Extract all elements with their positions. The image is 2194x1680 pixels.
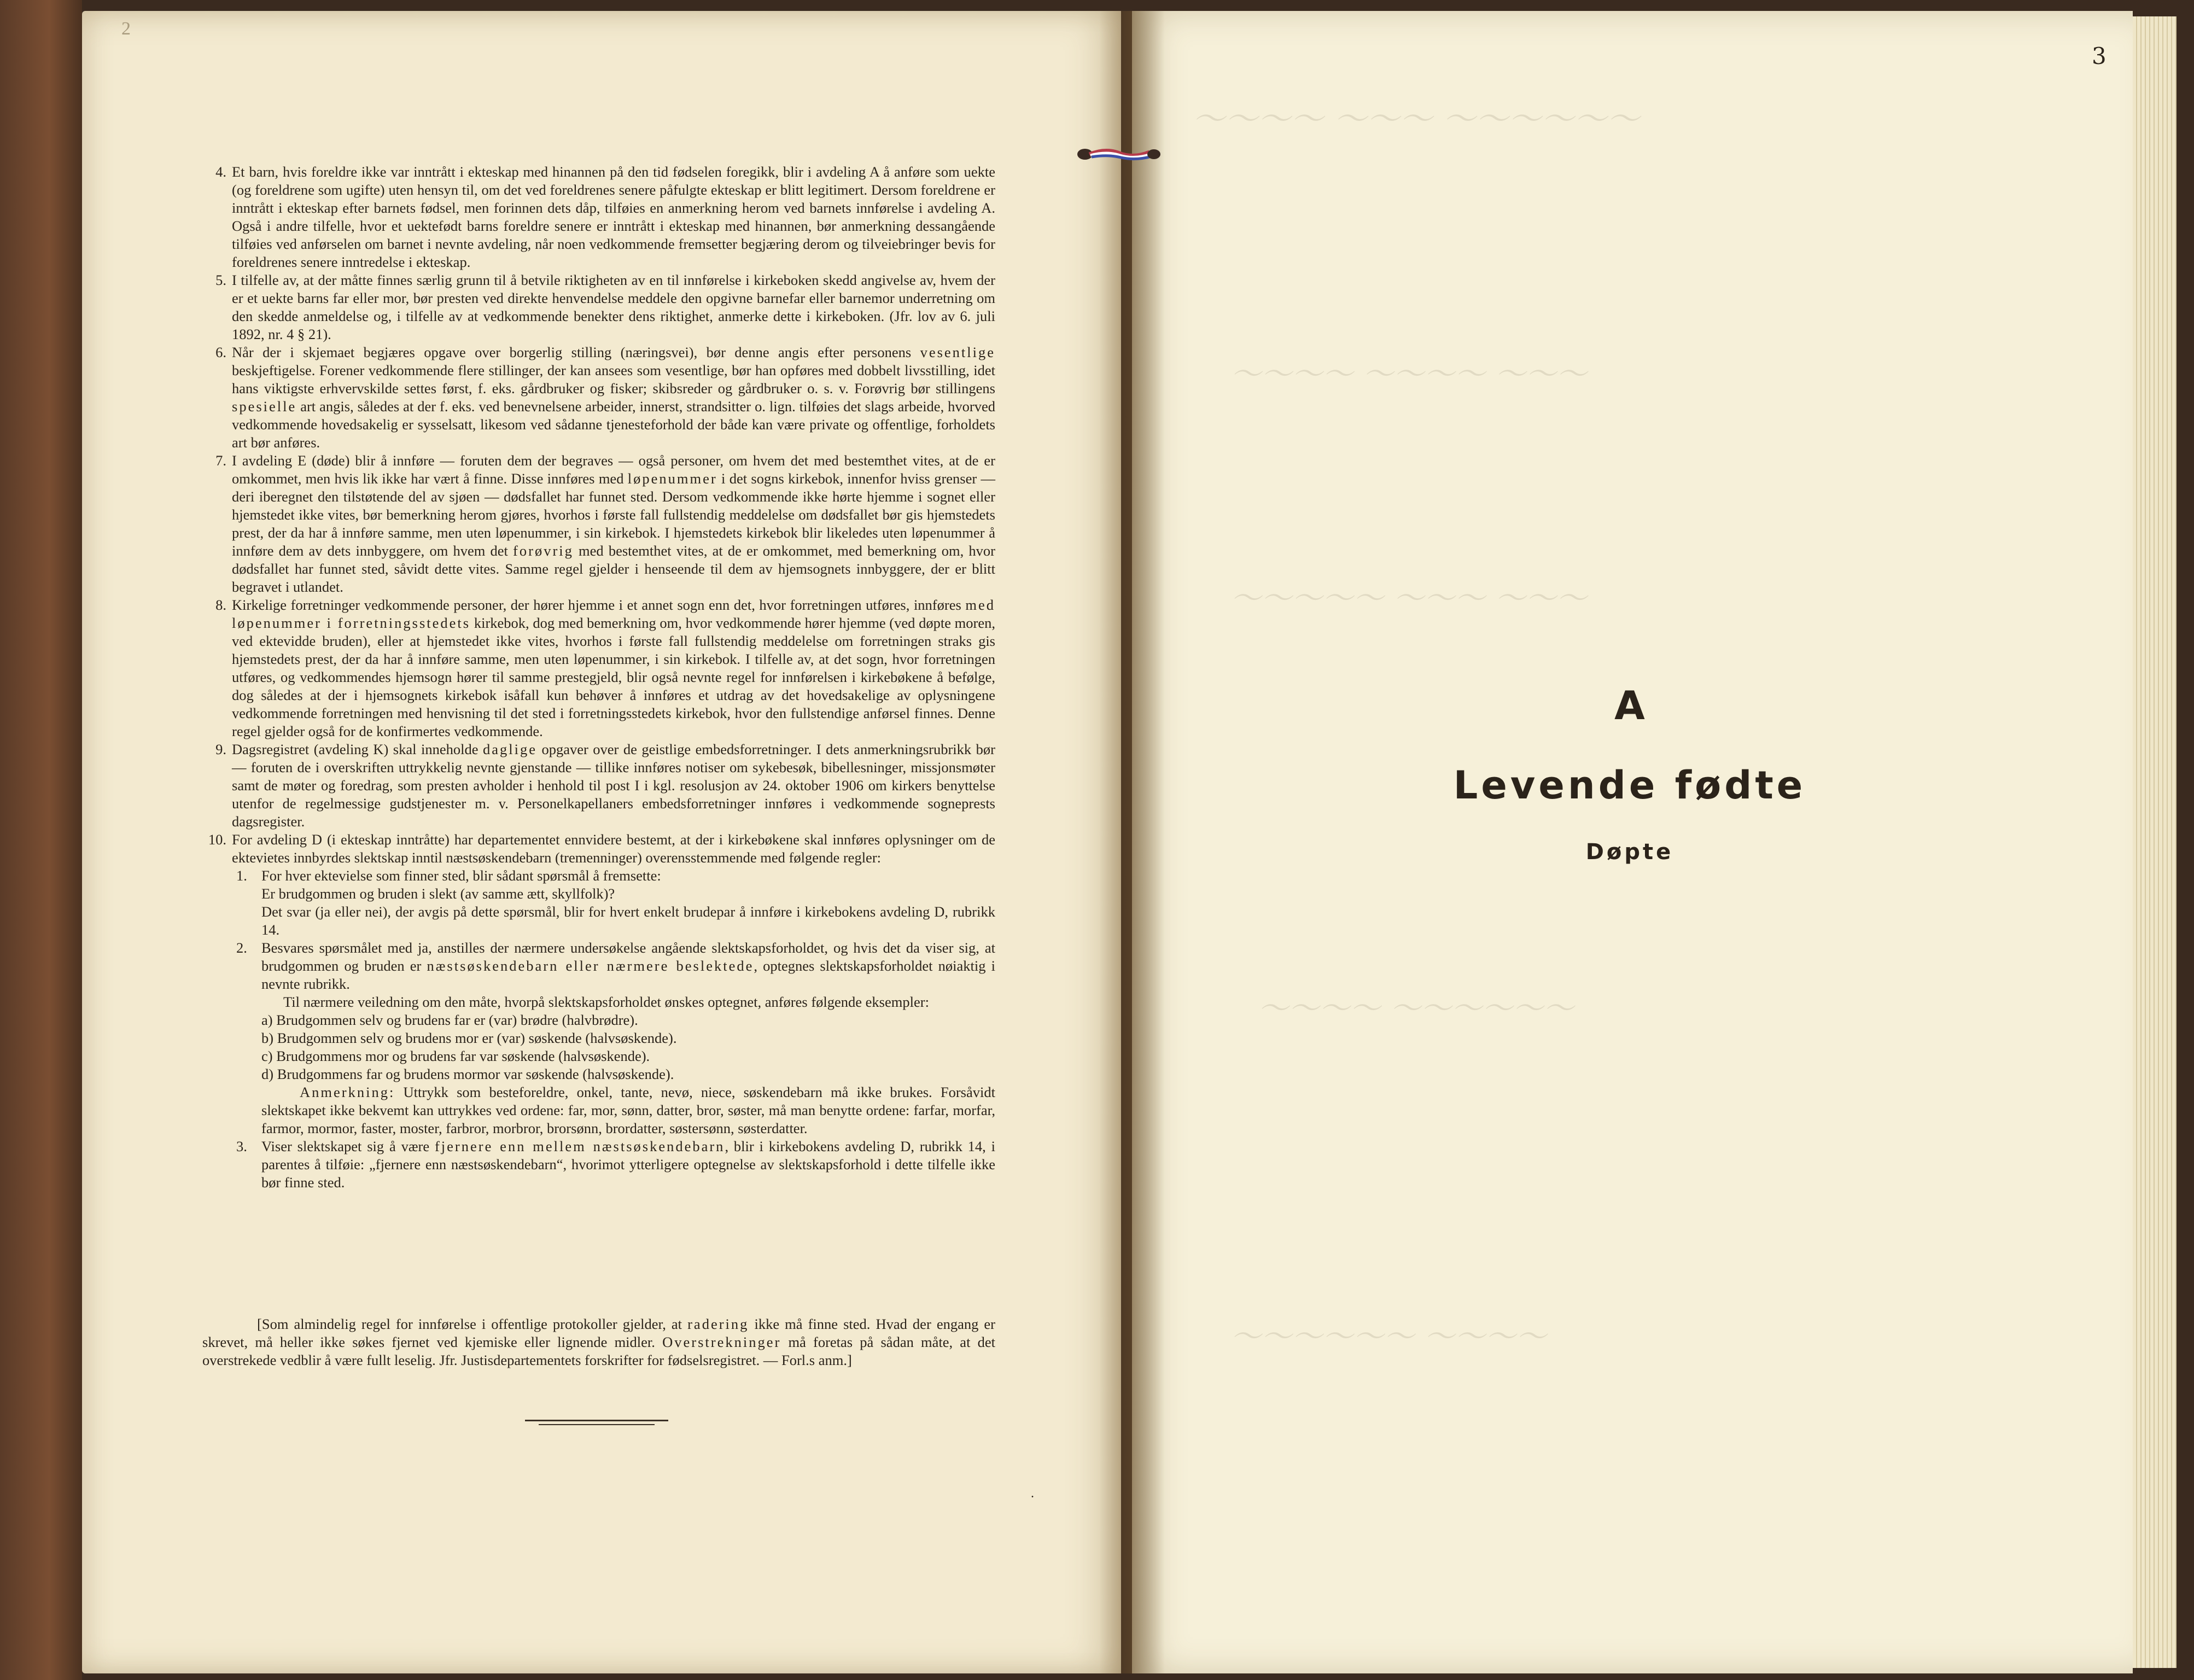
section-divider: [539, 1424, 655, 1425]
instruction-item-7: [202, 452, 995, 596]
rule-number: 2.: [236, 940, 247, 956]
rule-text: Viser slektskapet sig å være: [261, 1138, 435, 1154]
example-d: d) Brudgommens far og brudens mormor var søskende (halvsøskende).: [261, 1066, 674, 1082]
rule-text: , optegnes slektskapsforholdet nøiaktig i nevnte rubrikk.: [261, 958, 995, 992]
item-number: 6.: [215, 344, 226, 360]
remark-label: Anmerkning:: [300, 1084, 395, 1100]
rule-2-guidance: [202, 993, 995, 1011]
note-text: ikke må finne sted. Hvad der engang er skrevet, må heller ikke søkes fjernet ved kjemiske eller lignende midler.: [202, 1316, 995, 1350]
item-text: med bestemthet vites, at de er omkommet, med bemerkning om, hvor dødsfallet har funnet sted, såvidt dette vites. Samme regel gjelder i henseende til dem av hjemsognets innbyggere, der er blitt begravet i utlandet.: [232, 542, 996, 595]
rule-text: Det svar (ja eller nei), der avgis på dette spørsmål, blir for hvert enkelt brudepar å innføre i kirkebokens avdeling D, rubrikk 14.: [261, 903, 995, 938]
item-text: opgaver over de geistlige embedsforretninger. I dets anmerkningsrubrikk bør — foruten de i overskriften uttrykkelig nevnte gjenstande — tillike innføres notiser om sykebesøk, bibellesninger, missjonsmøter samt de møter og foredrag, som presten avholder i henhold til post I i kgl. resolusjon av 24. oktober 1906 om kirkers benyttelse utenfor de regelmessige gudstjenester m. v. Personelkapellaners embedsforretninger innføres i vedkommende sogneprests dagsregister.: [232, 741, 995, 830]
instruction-item-10: [202, 831, 995, 867]
instruction-item-5: [202, 271, 995, 343]
spaced-emphasis: med løpenummer i forretningsstedets: [232, 597, 995, 631]
rule-text: For hver ektevielse som finner sted, blir sådant spørsmål å fremsette:: [261, 867, 661, 884]
instruction-item-6: [202, 343, 995, 452]
note-text: [Som almindelig regel for innførelse i offentlige protokoller gjelder, at: [257, 1316, 688, 1332]
bleed-through-decoration: 〜〜〜〜 ～～～ ～～～～～～: [1192, 100, 1640, 138]
spine-shadow-left: [1099, 11, 1132, 1673]
instruction-item-8: [202, 596, 995, 740]
bleed-through-decoration: ～～～～ ～～～～～～: [1258, 991, 1574, 1026]
item-text: I avdeling E (døde) blir å innføre — foruten dem der begraves — også personer, om hvem det med bestemthet vites, at de er omkommet, men hvis lik ikke har vært å finne. Disse innføres med: [232, 452, 995, 487]
item-text: Kirkelige forretninger vedkommende personer, der hører hjemme i et annet sogn enn det, hvor forretningen utføres, innføres: [232, 597, 966, 613]
page-number-left: 2: [121, 19, 131, 39]
spine-shadow-right: [1132, 11, 1165, 1673]
instructions-text: [202, 163, 995, 1192]
item-text: i det sogns kirkebok, innenfor hviss grenser — deri iberegnet den tilstøtende del av sjøen — dødsfallet har funnet sted. Dersom vedkommende ikke hørte hjemme i sognet eller hjemstedet ikke vites, bør bemerkning herom gjøres, hvorhos i første fall fullstendig meddelelse om dødsfallet bør gis hjemstedets prest, der da har å innføre samme, men uten løpenummer, i sin kirkebok. I hjemstedets kirkebok blir likeledes uten løpenummer å innføre dem av dets innbyggere, om hvem det: [232, 470, 996, 559]
section-divider: [525, 1420, 668, 1421]
remark-text: Uttrykk som besteforeldre, onkel, tante, nevø, niece, søskendebarn må ikke brukes. Forsåvidt slektskapet ikke bekvemt kan uttrykkes ved ordene: far, mor, sønn, datter, bror, søster, må man benytte ordene: farfar, morfar, farmor, mormor, faster, moster, farbror, morbror, brorsønn, brordatter, søstersønn, søsterdatter.: [261, 1084, 995, 1136]
item-text: I tilfelle av, at der måtte finnes særlig grunn til å betvile riktigheten av en til innførelse i kirkeboken skedd angivelse av, hvem der er et uekte barns far eller mor, bør presten ved direkte henvendelse meddele den opgivne barnefar eller barnemor underretning om den skedde anmeldelse og, i tilfelle av at vedkommende benekter dens riktighet, anmerke dette i kirkeboken. (Jfr. lov av 6. juli 1892, nr. 4 § 21).: [232, 272, 995, 342]
section-subtitle: Døpte: [1585, 839, 1674, 865]
instruction-item-9: [202, 740, 995, 831]
spaced-emphasis: daglige: [482, 741, 537, 757]
item-number: 4.: [215, 164, 226, 180]
item-text: Dagsregistret (avdeling K) skal inneholde: [232, 741, 483, 757]
stray-mark: .: [1031, 1486, 1034, 1501]
book-cover-edge: [0, 0, 82, 1680]
example-a: a) Brudgommen selv og brudens far er (var) brødre (halvbrødre).: [261, 1012, 638, 1028]
spaced-emphasis: forøvrig: [513, 542, 574, 559]
page-edges: [2133, 16, 2177, 1668]
note-text: må foretas på sådan måte, at det overstrekede vedblir å være fullt leselig. Jfr. Justisdepartementets forskrifter for fødselsregistret. — Forl.s anm.]: [202, 1334, 995, 1368]
rule-number: 1.: [236, 867, 247, 884]
item-number: 9.: [215, 741, 226, 757]
spaced-emphasis: radering: [687, 1316, 749, 1332]
item-text: Et barn, hvis foreldre ikke var inntrått i ekteskap med hinannen på den tid fødselen foregikk, blir i avdeling A å anføre som uekte (og foreldrene som ugifte) uten hensyn til, om det ved foreldrenes senere påfulgte ekteskap er blitt legitimert. Dersom foreldrene er inntrått i ekteskap efter barnets fødsel, men forinnen dets dåp, tilføies en anmerkning herom ved barnets innførelse i avdeling A. Også i andre tilfelle, hvor et uektefødt barns foreldre senere er inntrått i ekteskap med hinannen, bør anmerkning dessangående tilføies ved anførselen om barnet i nevnte avdeling, når noen vedkommende fremsetter begjæring derom og tilveiebringer bevis for foreldrenes senere inntredelse i ekteskap.: [232, 164, 995, 270]
spaced-emphasis: Overstrekninger: [662, 1334, 781, 1350]
page-number-right: 3: [2092, 43, 2107, 69]
example-c: c) Brudgommens mor og brudens far var søskende (halvsøskende).: [261, 1048, 650, 1064]
item-text: kirkebok, dog med bemerkning om, hvor vedkommende hører hjemme (ved døpte moren, ved ektevidde bruden), eller at hjemstedet ikke vites, hvorhos i første fall fullstendig meddelelse om forretningen straks gis hjemstedets prest, der da har å innføre samme, men uten løpenummer, i sin kirkebok. I tilfelle av, at det sogn, hvor forretningen utføres, og vedkommendes hjemsogn hører til samme prestegjeld, blir også nevnte regel for innførelsen i kirkebøkene å befølge, dog således at der i hjemsognets kirkebok isåfall kun behøver å innføres et utdrag av det hovedsakelige av oplysningene vedkommende forretningen med henvisning til det sted i forretningsstedets kirkebok, hvor den fullstendige anførsel finnes. Denne regel gjelder også for de konfirmertes vedkommende.: [232, 615, 996, 739]
item-number: 8.: [215, 597, 226, 613]
editor-note: [202, 1315, 995, 1369]
spaced-emphasis: spesielle: [232, 398, 297, 415]
rule-3: [202, 1138, 995, 1192]
item-number: 7.: [215, 452, 226, 469]
bleed-through-decoration: ～～～～～ ～～～ ～～～: [1230, 581, 1587, 616]
bleed-through-decoration: ～～～～ ～～～～ ～～～: [1230, 357, 1587, 392]
spaced-emphasis: fjernere enn mellem næstsøskendebarn: [434, 1138, 725, 1154]
item-number: 10.: [208, 831, 226, 848]
rule-number: 3.: [236, 1138, 247, 1154]
bleed-through-decoration: ～～～～～～ ～～～～: [1230, 1319, 1547, 1355]
instruction-item-4: [202, 163, 995, 271]
section-title: Levende fødte: [1453, 763, 1806, 808]
section-letter: A: [1614, 682, 1645, 728]
item-text: art angis, således at der f. eks. ved benevnelsene arbeider, innerst, strandsitter o. lign. tilføies det slags arbeide, hvorved vedkommende hovedsakelig er sysselsatt, likesom ved sådanne tjenesteforhold der både kan være private og offentlige, forholdets art bør anføres.: [232, 398, 995, 451]
rule-text: Besvares spørsmålet med ja, anstilles der nærmere undersøkelse angående slektskapsforholdet, og hvis det da viser sig, at brudgommen og bruden er: [261, 940, 995, 974]
example-b: b) Brudgommen selv og brudens mor er (var) søskende (halvsøskende).: [261, 1030, 677, 1046]
item-number: 5.: [215, 272, 226, 288]
spaced-emphasis: vesentlige: [920, 344, 995, 360]
remark: [202, 1083, 995, 1138]
rule-1: [202, 867, 995, 939]
rule-text: , blir i kirkebokens avdeling D, rubrikk 14, i parentes å tilføie: „fjernere enn næstsøskendebarn“, hvorimot ytterligere optegnelse av slektskapsforhold i dette tilfelle ikke bør finne sted.: [261, 1138, 995, 1191]
rule-text: Til nærmere veiledning om den måte, hvorpå slektskapsforholdet ønskes optegnet, anføres følgende eksempler:: [283, 994, 929, 1010]
item-text: Når der i skjemaet begjæres opgave over borgerlig stilling (næringsvei), bør denne angis efter personens: [232, 344, 920, 360]
spaced-emphasis: næstsøskendebarn eller nærmere beslektede: [427, 958, 754, 974]
item-text: beskjeftigelse. Forener vedkommende flere stillinger, der kan ansees som vesentlige, bør han opføres med dobbelt livsstilling, idet hans viktigste erhvervskilde settes først, f. eks. gårdbruker og fisker; skibsreder og gårdbruker o. s. v. Forøvrig bør stillingens: [232, 362, 995, 396]
binding-thread: [1073, 143, 1166, 165]
spaced-emphasis: løpenummer: [627, 470, 717, 487]
rule-2: [202, 939, 995, 993]
item-text: For avdeling D (i ekteskap inntråtte) har departementet ennvidere bestemt, at der i kirkebøkene skal innføres oplysninger om de ektevietes innbyrdes slektskap inntil næstsøskendebarn (tremenninger) overensstemmende med følgende regler:: [232, 831, 995, 866]
rule-question: Er brudgommen og bruden i slekt (av samme ætt, skyllfolk)?: [261, 885, 615, 902]
